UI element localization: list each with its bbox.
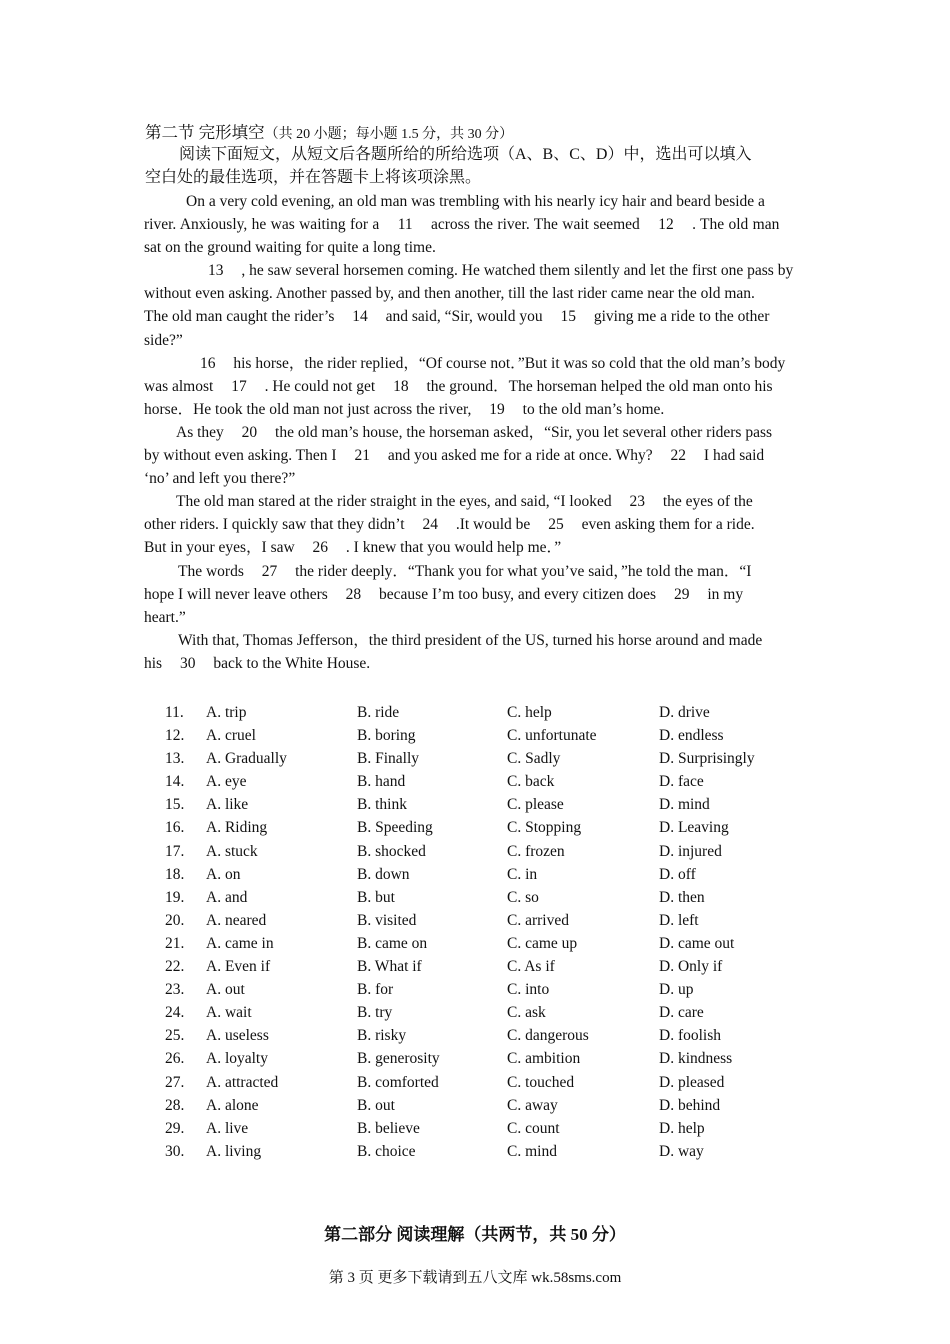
option-c: C. into	[507, 981, 550, 999]
option-b: B. out	[357, 1096, 395, 1114]
option-a: A. wait	[206, 1004, 252, 1022]
passage-line: horse．He took the old man not just across the river, 19 to the old man’s home.	[144, 400, 665, 418]
option-a: A. loyalty	[206, 1050, 268, 1068]
option-d: D. off	[659, 865, 696, 883]
option-c: C. please	[507, 796, 564, 814]
option-b: B. came on	[357, 934, 428, 952]
question-number: 12.	[165, 727, 185, 745]
option-d: D. Leaving	[659, 819, 729, 837]
instruction-line: 空白处的最佳选项，并在答题卡上将该项涂黑。	[145, 169, 482, 186]
option-c: C. back	[507, 773, 555, 791]
passage-line: On a very cold evening, an old man was trembling with his nearly icy hair and beard beside a	[186, 193, 765, 210]
passage-line: sat on the ground waiting for quite a long time.	[144, 239, 436, 257]
option-c: C. in	[507, 865, 538, 883]
option-d: D. injured	[659, 842, 722, 860]
option-b: B. comforted	[357, 1073, 439, 1091]
option-c: C. mind	[507, 1142, 557, 1160]
passage-line: without even asking. Another passed by, and then another, till the last rider came near the old man.	[144, 285, 755, 303]
option-d: D. endless	[659, 727, 724, 745]
option-d: D. foolish	[659, 1027, 721, 1045]
option-d: D. then	[659, 888, 705, 906]
passage-line: As they 20 the old man’s house, the horseman asked，“Sir, you let several other riders pass	[176, 423, 773, 441]
option-b: B. but	[357, 888, 395, 906]
passage-line: The old man caught the rider’s 14 and said, “Sir, would you 15 giving me a ride to the other	[144, 308, 770, 326]
option-c: C. frozen	[507, 842, 565, 860]
option-c: C. ask	[507, 1004, 546, 1022]
passage-line: ‘no’ and left you there?”	[144, 470, 296, 488]
passage-line: The old man stared at the rider straight in the eyes, and said, “I looked 23 the eyes of the	[176, 493, 753, 511]
option-b: B. for	[357, 981, 394, 999]
option-b: B. believe	[357, 1119, 420, 1137]
option-d: D. drive	[659, 704, 710, 721]
question-number: 29.	[165, 1119, 185, 1137]
passage-line: With that, Thomas Jefferson，the third president of the US, turned his horse around and made	[178, 631, 763, 649]
question-number: 20.	[165, 911, 185, 929]
option-b: B. shocked	[357, 842, 426, 860]
option-a: A. Even if	[206, 958, 271, 976]
option-b: B. visited	[357, 911, 417, 929]
option-c: C. count	[507, 1119, 560, 1137]
option-b: B. generosity	[357, 1050, 440, 1068]
option-a: A. live	[206, 1119, 249, 1137]
option-d: D. behind	[659, 1096, 721, 1114]
option-b: B. choice	[357, 1142, 416, 1160]
option-c: C. Stopping	[507, 819, 582, 837]
option-d: D. pleased	[659, 1073, 725, 1091]
instructions	[145, 143, 815, 189]
option-c: C. so	[507, 888, 539, 906]
option-d: D. mind	[659, 796, 710, 814]
option-b: B. Finally	[357, 750, 420, 768]
passage-line: other riders. I quickly saw that they didn’t 24 .It would be 25 even asking them for a ride.	[144, 516, 755, 534]
option-d: D. Surprisingly	[659, 750, 755, 768]
option-a: A. like	[206, 796, 249, 814]
question-number: 23.	[165, 981, 185, 999]
option-c: C. arrived	[507, 911, 569, 929]
passage-line: heart.”	[144, 608, 186, 626]
option-b: B. boring	[357, 727, 416, 745]
option-b: B. Speeding	[357, 819, 433, 837]
passage-line: his 30 back to the White House.	[144, 654, 371, 672]
option-b: B. What if	[357, 958, 422, 976]
option-b: B. down	[357, 865, 410, 883]
option-c: C. help	[507, 704, 552, 721]
question-number: 27.	[165, 1073, 185, 1091]
option-c: C. came up	[507, 934, 578, 952]
question-number: 26.	[165, 1050, 185, 1068]
option-a: A. attracted	[206, 1073, 279, 1091]
option-a: A. trip	[206, 704, 247, 721]
question-number: 13.	[165, 750, 185, 768]
cloze-passage	[144, 190, 819, 675]
option-b: B. ride	[357, 704, 400, 721]
option-d: D. left	[659, 911, 699, 929]
passage-line: The words 27 the rider deeply．“Thank you for what you’ve said，”he told the man．“I	[178, 562, 752, 580]
question-number: 30.	[165, 1142, 185, 1160]
option-c: C. dangerous	[507, 1027, 589, 1045]
section-title-text: 第二节 完形填空	[145, 123, 265, 142]
option-b: B. hand	[357, 773, 406, 791]
passage-line: But in your eyes，I saw 26 . I knew that you would help me．”	[144, 539, 562, 557]
option-b: B. risky	[357, 1027, 407, 1045]
option-c: C. away	[507, 1096, 558, 1114]
passage-line: side?”	[144, 331, 183, 349]
option-d: D. Only if	[659, 958, 723, 976]
option-a: A. stuck	[206, 842, 258, 860]
passage-line: 13 , he saw several horsemen coming. He watched them silently and let the first one pass by	[208, 262, 794, 280]
question-number: 14.	[165, 773, 185, 791]
option-a: A. out	[206, 981, 245, 999]
part-two-title: 第二部分 阅读理解（共两节，共 50 分）	[324, 1225, 626, 1244]
option-c: C. unfortunate	[507, 727, 597, 745]
option-a: A. came in	[206, 934, 274, 952]
option-d: D. up	[659, 981, 694, 999]
instruction-line: 阅读下面短文，从短文后各题所给的所给选项（A、B、C、D）中，选出可以填入	[179, 146, 752, 163]
passage-line: hope I will never leave others 28 because I’m too busy, and every citizen does 29 in my	[144, 585, 744, 603]
question-number: 22.	[165, 958, 185, 976]
question-number: 19.	[165, 888, 185, 906]
question-number: 21.	[165, 934, 185, 952]
option-b: B. try	[357, 1004, 393, 1022]
option-d: D. way	[659, 1142, 704, 1160]
option-d: D. face	[659, 773, 704, 791]
section-title	[145, 119, 513, 143]
passage-line: was almost 17 . He could not get 18 the ground．The horseman helped the old man onto his	[144, 377, 773, 395]
option-c: C. ambition	[507, 1050, 581, 1068]
option-b: B. think	[357, 796, 407, 814]
passage-line: by without even asking. Then I 21 and you asked me for a ride at once. Why? 22 I had said	[144, 447, 765, 465]
option-d: D. help	[659, 1119, 705, 1137]
option-a: A. cruel	[206, 727, 256, 745]
option-d: D. care	[659, 1004, 704, 1022]
option-c: C. touched	[507, 1073, 575, 1091]
passage-line: river. Anxiously, he was waiting for a 11 across the river. The wait seemed 12 . The old man	[144, 216, 780, 234]
option-d: D. came out	[659, 934, 735, 952]
question-number: 15.	[165, 796, 185, 814]
option-a: A. living	[206, 1142, 262, 1160]
option-c: C. As if	[507, 958, 555, 976]
passage-line: 16 his horse，the rider replied，“Of course not．”But it was so cold that the old man’s body	[200, 354, 786, 372]
question-number: 16.	[165, 819, 185, 837]
option-d: D. kindness	[659, 1050, 733, 1068]
option-a: A. Gradually	[206, 750, 287, 768]
page-footer: 第 3 页 更多下载请到五八文库 wk.58sms.com	[328, 1270, 622, 1286]
option-a: A. and	[206, 888, 248, 906]
option-a: A. neared	[206, 911, 267, 929]
question-number: 17.	[165, 842, 185, 860]
question-number: 24.	[165, 1004, 185, 1022]
option-a: A. useless	[206, 1027, 269, 1045]
option-a: A. on	[206, 865, 241, 883]
question-number: 18.	[165, 865, 185, 883]
question-number: 11.	[165, 704, 184, 721]
question-number: 28.	[165, 1096, 185, 1114]
option-a: A. alone	[206, 1096, 259, 1114]
option-a: A. eye	[206, 773, 247, 791]
option-c: C. Sadly	[507, 750, 561, 768]
option-a: A. Riding	[206, 819, 268, 837]
section-note: （共 20 小题；每小题 1.5 分，共 30 分）	[264, 127, 514, 142]
question-number: 25.	[165, 1027, 185, 1045]
